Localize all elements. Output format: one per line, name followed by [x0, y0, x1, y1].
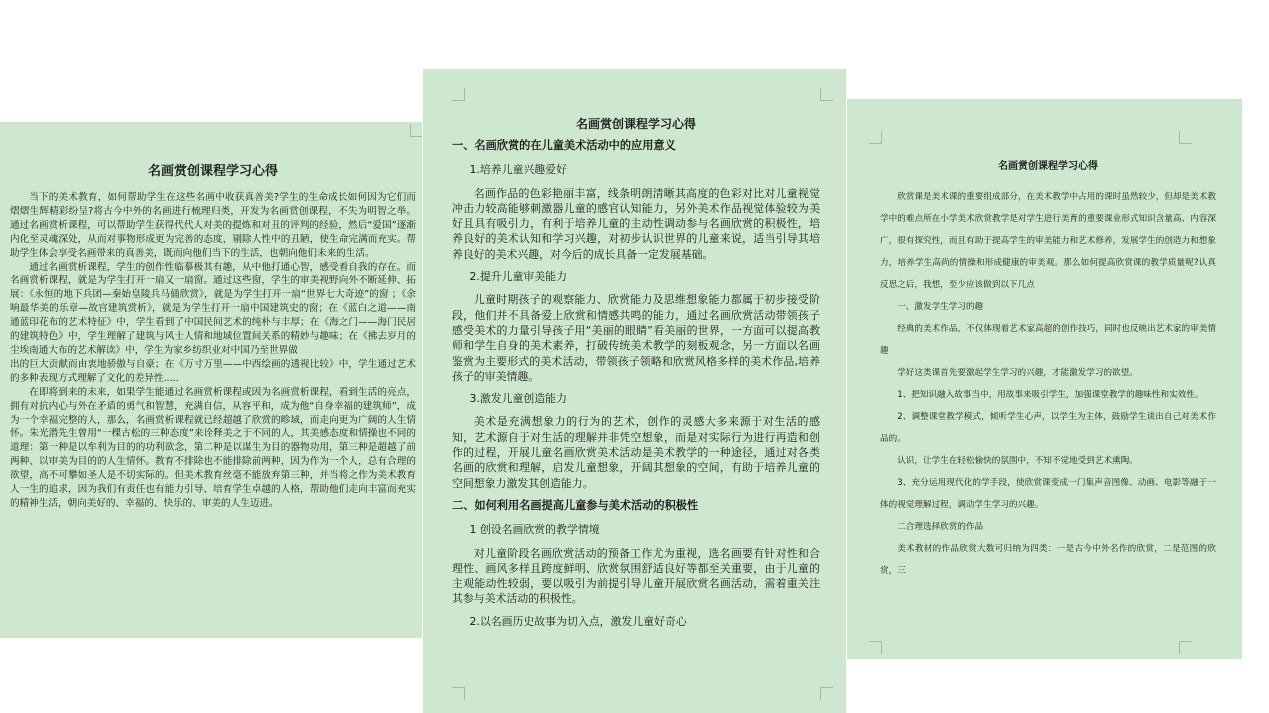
section-heading: 二、如何利用名画提高儿童参与美术活动的积极性 [452, 498, 699, 512]
page-body [10, 191, 416, 511]
page-corner-mark [1179, 641, 1192, 654]
subsection-heading: 2.提升儿童审美能力 [469, 270, 567, 284]
subsection-heading: 3.激发儿童创造能力 [469, 392, 567, 406]
paragraph: 2、调整课堂教学模式，倾听学生心声，以学生为主体，鼓励学生谈出自己对美术作品的。 [880, 412, 1216, 444]
page-title: 名画赏创课程学习心得 [998, 161, 1098, 172]
paragraph: 名画作品的色彩艳丽丰富，线条明朗清晰其高度的色彩对比对儿童视觉冲击力较高能够刺激器儿童的感官认知能力，另外美术作品视觉体验较为美好且具有吸引力，有利于培养儿童的主动性调动参与名画欣赏的积极性，培养良好的美术认知和学习兴趣，对初步认识世界的儿童来说，适当引导其培养良好的美术兴趣，对今后的成长具备一定发展基础。 [452, 186, 820, 261]
paragraph: 在即将到来的未来，如果学生能通过名画赏析课程或因为名画赏析课程，看到生活的亮点，拥有对抗内心与外在矛盾的勇气和智慧，充满自信，从容平和，成为他“自身幸福的建筑师”，成为一个幸福完整的人，那么，名画赏析课程就已经超越了欣赏的畛域，而走向更为广阔的人生情怀。朱光潜先生曾用“一棵古松的三种态度”来诠释美之于不同的人，其美感态度和情操也不同的道理：第一种是以牟利为目的的功利欲念，第二种是以谋生为目的器物功用，第三种是超越了前两种、以审美为目的的人生情怀。教育不排除也不能排除前两种，因为作为一个人，总有合理的欲望，高不可攀如圣人是不切实际的。但美术教育丝毫不能放弃第三种，并当将之作为美术教育人一生的追求，因为我们有责任也有能力引导、培育学生卓越的人格，帮助他们走向丰富而充实的精神生活，朝向美好的、幸福的、快乐的、审美的人生迈进。 [10, 386, 416, 509]
page-title: 名画赏创课程学习心得 [147, 164, 278, 179]
document-page-left [0, 122, 422, 638]
page-corner-mark [820, 88, 833, 101]
paragraph: 认识，让学生在轻松愉快的氛围中，不知不觉地受到艺术熏陶。 [897, 456, 1138, 466]
paragraph: 3、充分运用现代化的学手段，使欣赏课变成一门集声音图像、动画、电影等融于一体的视觉理解过程，调动学生学习的兴趣。 [880, 478, 1216, 510]
paragraph: 欣赏课是美术课的重要组成部分，在美术教学中占用的课时虽然较少，但却是美术教学中的难点所在小学美术欣赏教学是对学生进行美育的重要课业形式知识含量高、内容深广，很有探究性，而且有助于提高学生的审美能力和艺术修养，发展学生的创造力和想象力，培养学生高尚的情操和形成健康的审美观。那么如何提高欣赏课的教学质量呢?认真反思之后，我想，至少应该做到以下几点 [880, 192, 1216, 290]
page-body [452, 138, 820, 629]
page-title: 名画赏创课程学习心得 [575, 117, 696, 131]
paragraph: 出的巨大贡献而由衷地骄傲与自豪；在《万寸万里——中西绘画的透视比较》中，学生通过艺术的多种表现方式理解了文化的差异性..... [10, 358, 416, 384]
page-body [880, 186, 1216, 582]
paragraph: 学好这类课首先要激起学生学习的兴趣，才能激发学习的欲望。 [897, 368, 1138, 378]
page-corner-mark [452, 687, 465, 700]
document-page-right [847, 99, 1242, 659]
paragraph: 美术是充满想象力的行为的艺术，创作的灵感大多来源于对生活的感知，艺术源自于对生活的理解并非凭空想象，而是对实际行为进行再造和创作的过程，开展儿童名画欣赏美术活动是美术教学的一种途径，通过对各类名画的欣赏和理解，启发儿童想象，开阔其想象的空间，有助于培养儿童的空间想象力激发其创造能力。 [452, 415, 820, 490]
paragraph: 儿童时期孩子的观察能力、欣赏能力及思维想象能力都属于初步接受阶段，他们并不具备爱上欣赏和情感共鸣的能力，通过名画欣赏活动带领孩子感受美术的力量引导孩子用“美丽的眼睛”看美丽的世界，一方面可以提高教师和学生自身的美术素养，打破传统美术教学的刻板观念，另一方面以名画鉴赏为主要形式的美术活动，带领孩子领略和欣赏风格多样的美术作品,培养孩子的审美情趣。 [452, 293, 820, 383]
subsection-heading: 1 创设名画欣赏的教学情境 [469, 523, 600, 537]
paragraph: 当下的美术教育，如何帮助学生在这些名画中收获真善美?学生的生命成长如何因为它们而熠熠生辉精彩纷呈?将古今中外的名画进行梳理归类，开发为名画赏创课程，不失为明智之举。通过名画赏析课程，可以帮助学生获得代代人对美的提炼和对丑的评判的经验，然后“爱国”逐渐内化至灵魂深处，从而对事物形成更为完善的态度，剔除人性中的丑陋，使生命完满而充实。帮助学生体会享受名画带来的真善美，既而向他们当下的生活，也朝向他们未来的生活。 [10, 192, 416, 259]
page-corner-mark [869, 641, 882, 654]
paragraph: 经典的美术作品，不仅体现着艺术家高超的创作技巧，同时也反映出艺术家的审美情趣 [880, 324, 1216, 356]
paragraph: 对儿童阶段名画欣赏活动的预备工作尤为重视，选名画要有针对性和合理性、画风多样且跨度鲜明、欣赏氛围舒适良好等都至关重要，由于儿童的主观能动性较弱，要以吸引为前提引导儿童开展欣赏名画活动，需着重关注其参与美术活动的积极性。 [452, 546, 820, 606]
page-corner-mark [452, 88, 465, 101]
page-corner-mark [410, 124, 422, 137]
paragraph: 二合理选择欣赏的作品 [897, 522, 984, 532]
document-page-center [423, 69, 846, 713]
section-heading: 一、名画欣赏的在儿童美术活动中的应用意义 [452, 139, 676, 152]
subsection-heading: 2.以名画历史故事为切入点，激发儿童好奇心 [469, 614, 687, 628]
paragraph: 1、把知识融入故事当中，用故事来吸引学生，加强课堂教学的趣味性和实效性。 [897, 390, 1204, 400]
page-corner-mark [1179, 131, 1192, 144]
paragraph: 美术教材的作品欣赏大数可归纳为四类：一是古今中外名作的欣赏，二是范图的欣赏，三 [880, 544, 1216, 576]
page-corner-mark [869, 131, 882, 144]
page-corner-mark [820, 687, 833, 700]
subsection-heading: 1.培养儿童兴趣爱好 [469, 163, 567, 177]
paragraph: 通过名画赏析课程，学生的创作性临摹极其有趣，从中他打通心智，感受着自我的存在。而名画赏析课程，就是为学生打开一扇又一扇窗。通过这些窗，学生的审美视野向外不断延伸、拓展：《永恒的地下兵团—秦始皇陵兵马俑欣赏》，就是为学生打开一扇“世界七大奇迹”的窗 ；《余响最华美的乐章—故宫建筑赏析》，就是为学生打开一扇中国建筑史的窗；在《蓝白之道——南通蓝印花布的艺术特征》中，学生看到了中国民间艺术的纯朴与丰厚；在《海之门——海门民居的建筑特色》中，学生理解了建筑与风士人情和地域位置间关系的精妙与趣味；在《拂去岁月的尘埃南通大布的艺术解读》中，学生为家乡纺织业对中国乃至世界做 [10, 261, 416, 356]
paragraph: 一、激发学生学习的趣 [897, 302, 984, 312]
